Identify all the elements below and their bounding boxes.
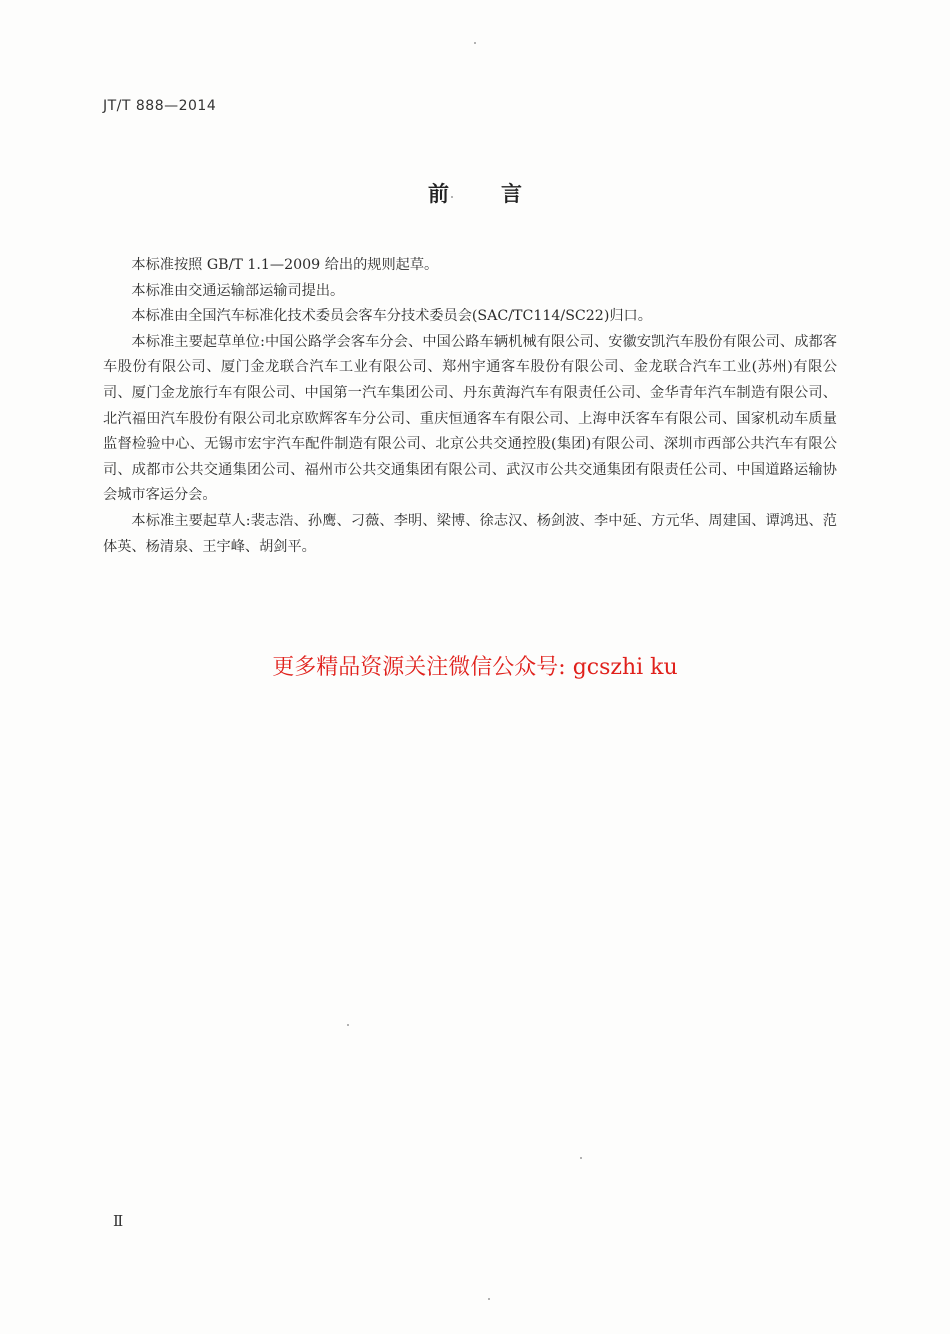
section-title-left: 前: [428, 182, 449, 206]
document-code: JT/T 888—2014: [103, 98, 217, 114]
scan-speck: [451, 196, 453, 198]
paragraph-drafters: 本标准主要起草人:裴志浩、孙鹰、刁薇、李明、梁博、徐志汉、杨剑波、李中延、方元华、周建国、谭鸿迅、范体英、杨清泉、王宇峰、胡剑平。: [103, 512, 837, 555]
scan-speck: [347, 1024, 349, 1026]
scan-speck: [488, 1298, 490, 1300]
paragraph-drafting-units: 本标准主要起草单位:中国公路学会客车分会、中国公路车辆机械有限公司、安徽安凯汽车股份有限公司、成都客车股份有限公司、厦门金龙联合汽车工业有限公司、郑州宇通客车股份有限公司、金龙联合汽车工业(苏州)有限公司、厦门金龙旅行车有限公司、中国第一汽车集团公司、丹东黄海汽车有限责任公司、金华青年汽车制造有限公司、北汽福田汽车股份有限公司北京欧辉客车分公司、重庆恒通客车有限公司、上海申沃客车有限公司、国家机动车质量监督检验中心、无锡市宏宇汽车配件制造有限公司、北京公共交通控股(集团)有限公司、深圳市西部公共汽车有限公司、成都市公共交通集团公司、福州市公共交通集团有限公司、武汉市公共交通集团有限责任公司、中国道路运输协会城市客运分会。: [103, 333, 837, 504]
foreword-body: [103, 253, 837, 560]
page-number: Ⅱ: [113, 1212, 124, 1230]
scan-speck: [580, 1157, 582, 1159]
section-title: [0, 178, 950, 208]
paragraph-proposer: 本标准由交通运输部运输司提出。: [131, 282, 345, 299]
scan-speck: [474, 42, 476, 44]
section-title-right: 言: [501, 182, 522, 206]
promo-banner: 更多精品资源关注微信公众号: gcszhi ku: [272, 655, 678, 680]
paragraph-committee: 本标准由全国汽车标准化技术委员会客车分技术委员会(SAC/TC114/SC22)归口。: [131, 308, 652, 325]
paragraph-drafting-rules: 本标准按照 GB/T 1.1—2009 给出的规则起草。: [131, 257, 439, 273]
